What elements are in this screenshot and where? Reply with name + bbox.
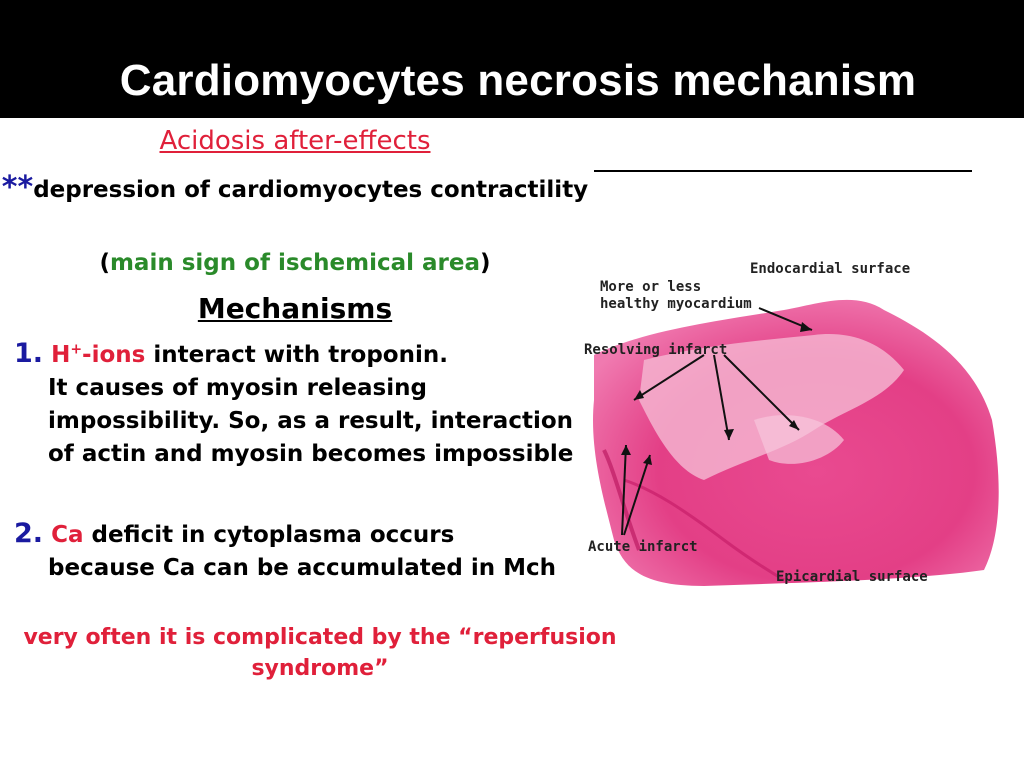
item-1-text-first: interact with troponin.	[145, 342, 448, 368]
main-sign-text: main sign of ischemical area	[109, 250, 481, 276]
acidosis-heading	[0, 126, 590, 156]
item-1-number: 1.	[14, 338, 44, 369]
item-2-text-first: deficit in cytoplasma occurs	[83, 522, 455, 548]
depression-text: depression of cardiomyocytes contractility	[33, 177, 589, 203]
divider-line	[594, 170, 972, 172]
mechanism-item-2	[14, 517, 594, 585]
histology-figure	[584, 250, 1004, 600]
main-sign-line	[0, 250, 590, 276]
ion-h: H	[51, 342, 71, 368]
item-2-text-rest: because Ca can be accumulated in Mch	[48, 555, 557, 581]
ion-suffix: -ions	[82, 342, 146, 368]
item-2-ion: Ca	[51, 522, 84, 548]
resolving-label: Resolving infarct	[584, 342, 728, 358]
mechanisms-heading: Mechanisms	[197, 292, 393, 325]
item-2-number: 2.	[14, 518, 44, 549]
epicardial-label: Epicardial surface	[776, 569, 928, 585]
acute-label: Acute infarct	[588, 539, 698, 555]
acidosis-heading-text: Acidosis after-effects	[159, 126, 431, 156]
paren-open: (	[99, 250, 110, 276]
stars-marker: **	[1, 170, 34, 205]
endocardial-label: Endocardial surface	[750, 261, 911, 277]
healthy-label-2: healthy myocardium	[600, 296, 752, 312]
ion-h-charge: +	[70, 341, 83, 358]
title-bar	[0, 0, 1024, 118]
healthy-label-1: More or less	[600, 279, 702, 295]
item-1-ion	[51, 342, 145, 368]
slide-title: Cardiomyocytes necrosis mechanism	[119, 56, 917, 105]
paren-close: )	[480, 250, 491, 276]
reperfusion-note: very often it is complicated by the “reperfusion syndrome”	[23, 625, 617, 681]
item-1-text-rest: It causes of myosin releasing impossibility. So, as a result, interaction of actin and myosin becomes impossible	[48, 375, 574, 467]
depression-line	[0, 172, 590, 206]
mechanism-item-1	[14, 337, 594, 471]
